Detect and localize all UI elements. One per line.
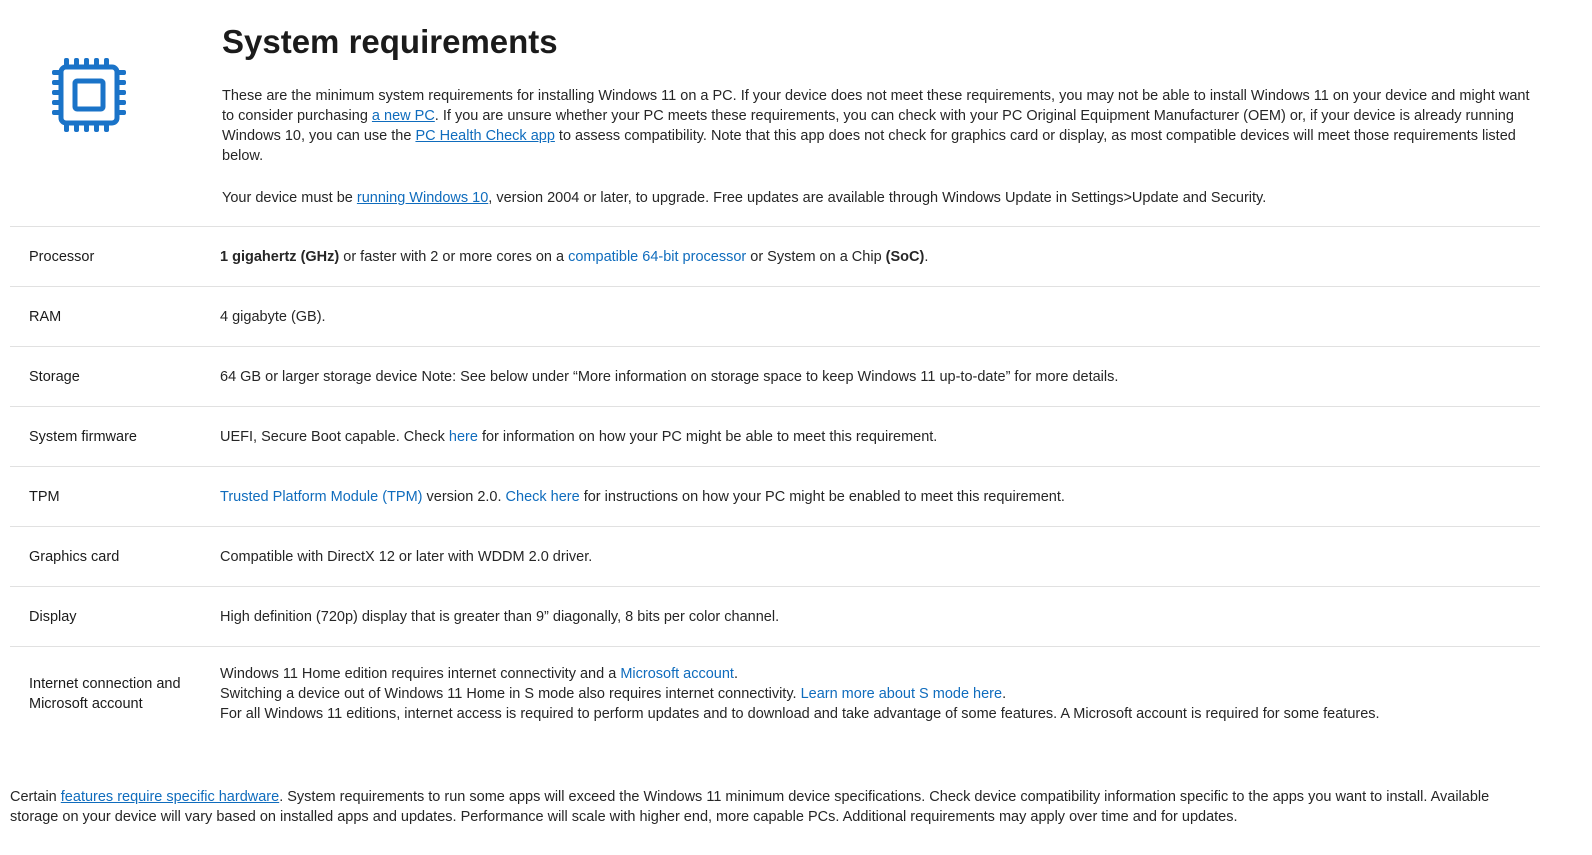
running-windows-10-link[interactable]: running Windows 10 <box>356 190 489 206</box>
processor-speed: 1 gigahertz (GHz) <box>220 248 340 265</box>
processor-chip-icon <box>50 56 128 134</box>
pc-health-check-link[interactable]: PC Health Check app <box>415 128 555 144</box>
internet-line-2 <box>220 684 1520 704</box>
row-label: RAM <box>29 308 62 325</box>
tpm-text-1: version 2.0. <box>422 488 506 505</box>
row-label: System firmware <box>29 428 137 445</box>
table-row-tpm <box>10 467 1540 527</box>
table-row-internet <box>10 647 1540 741</box>
row-value: Compatible with DirectX 12 or later with WDDM 2.0 driver. <box>220 548 593 565</box>
internet-text-2-end: . <box>1002 686 1007 702</box>
processor-text-2: or System on a Chip <box>746 248 886 265</box>
table-row-ram <box>10 287 1540 347</box>
upgrade-paragraph <box>222 188 1542 208</box>
row-value: 64 GB or larger storage device Note: See below under “More information on storage space to keep Windows 11 up-to-date” for more details. <box>220 368 1119 385</box>
upgrade-text-1: Your device must be <box>222 190 357 206</box>
intro-paragraph <box>222 86 1532 166</box>
soc-text: (SoC) <box>885 248 925 265</box>
table-row-storage <box>10 347 1540 407</box>
compatible-processor-link[interactable]: compatible 64-bit processor <box>568 248 747 265</box>
intro-text-1: These are the minimum system requirements for installing Windows 11 on a PC. If your device does not meet these requirements, you may not be able to install Windows 11 on your device and might want to consider purchasing <box>222 88 1530 124</box>
row-label: Storage <box>29 368 80 385</box>
internet-label-line-2: Microsoft account <box>29 696 143 712</box>
tpm-check-here-link[interactable]: Check here <box>505 488 580 505</box>
tpm-text-2: for instructions on how your PC might be enabled to meet this requirement. <box>579 488 1065 505</box>
row-label: Graphics card <box>29 548 120 565</box>
table-row-firmware <box>10 407 1540 467</box>
internet-text-2: Switching a device out of Windows 11 Home in S mode also requires internet connectivity. <box>220 686 801 702</box>
microsoft-account-link[interactable]: Microsoft account <box>620 666 734 682</box>
table-row-display <box>10 587 1540 647</box>
table-row-graphics <box>10 527 1540 587</box>
page-title: System requirements <box>222 23 558 60</box>
row-value <box>220 427 1540 447</box>
intro-text-2: . If you are unsure whether your PC meets these requirements, you can check with your PC Original Equipment Manufacturer (OEM) or, if your device is already running Windows 10, you can use the <box>222 108 1514 144</box>
footer-text-2: . System requirements to run some apps will exceed the Windows 11 minimum device specifications. Check device compatibility information specific to the apps you want to install. Available storage on your device will vary based on installed apps and updates. Performance will scale with higher end, more capable PCs. Additional requirements may apply over time and for updates. <box>10 788 1490 825</box>
internet-line-1 <box>220 664 1520 684</box>
requirements-table <box>10 226 1540 741</box>
row-value <box>220 664 1540 724</box>
internet-text-1-end: . <box>733 666 738 682</box>
new-pc-link[interactable]: a new PC <box>371 108 435 124</box>
row-value <box>220 487 1540 507</box>
row-value <box>220 247 1540 267</box>
internet-line-3: For all Windows 11 editions, internet access is required to perform updates and to download and take advantage of some features. A Microsoft account is required for some features. <box>220 706 1380 722</box>
footer-text-1: Certain <box>10 788 61 805</box>
row-value: High definition (720p) display that is greater than 9” diagonally, 8 bits per color channel. <box>220 608 780 625</box>
header-section <box>222 20 1542 208</box>
internet-text-1: Windows 11 Home edition requires internet connectivity and a <box>220 666 621 682</box>
firmware-text-2: for information on how your PC might be able to meet this requirement. <box>477 428 938 445</box>
row-label <box>10 674 220 714</box>
row-label: TPM <box>29 488 60 505</box>
row-label: Processor <box>29 248 95 265</box>
firmware-here-link[interactable]: here <box>448 428 478 445</box>
table-row-processor <box>10 227 1540 287</box>
features-hardware-link[interactable]: features require specific hardware <box>60 788 280 805</box>
tpm-link[interactable]: Trusted Platform Module (TPM) <box>220 488 423 505</box>
row-label: Display <box>29 608 77 625</box>
row-value: 4 gigabyte (GB). <box>220 308 326 325</box>
upgrade-text-2: , version 2004 or later, to upgrade. Free updates are available through Windows Update in Settings>Update and Security. <box>488 190 1267 206</box>
footer-paragraph <box>10 787 1540 827</box>
s-mode-link[interactable]: Learn more about S mode here <box>800 686 1003 702</box>
processor-text-3: . <box>924 248 929 265</box>
internet-label-line-1: Internet connection and <box>29 676 181 692</box>
firmware-text-1: UEFI, Secure Boot capable. Check <box>220 428 449 445</box>
intro-text-3: to assess compatibility. Note that this app does not check for graphics card or display, as most compatible devices will meet those requirements listed below. <box>222 128 1516 164</box>
processor-text-1: or faster with 2 or more cores on a <box>339 248 569 265</box>
